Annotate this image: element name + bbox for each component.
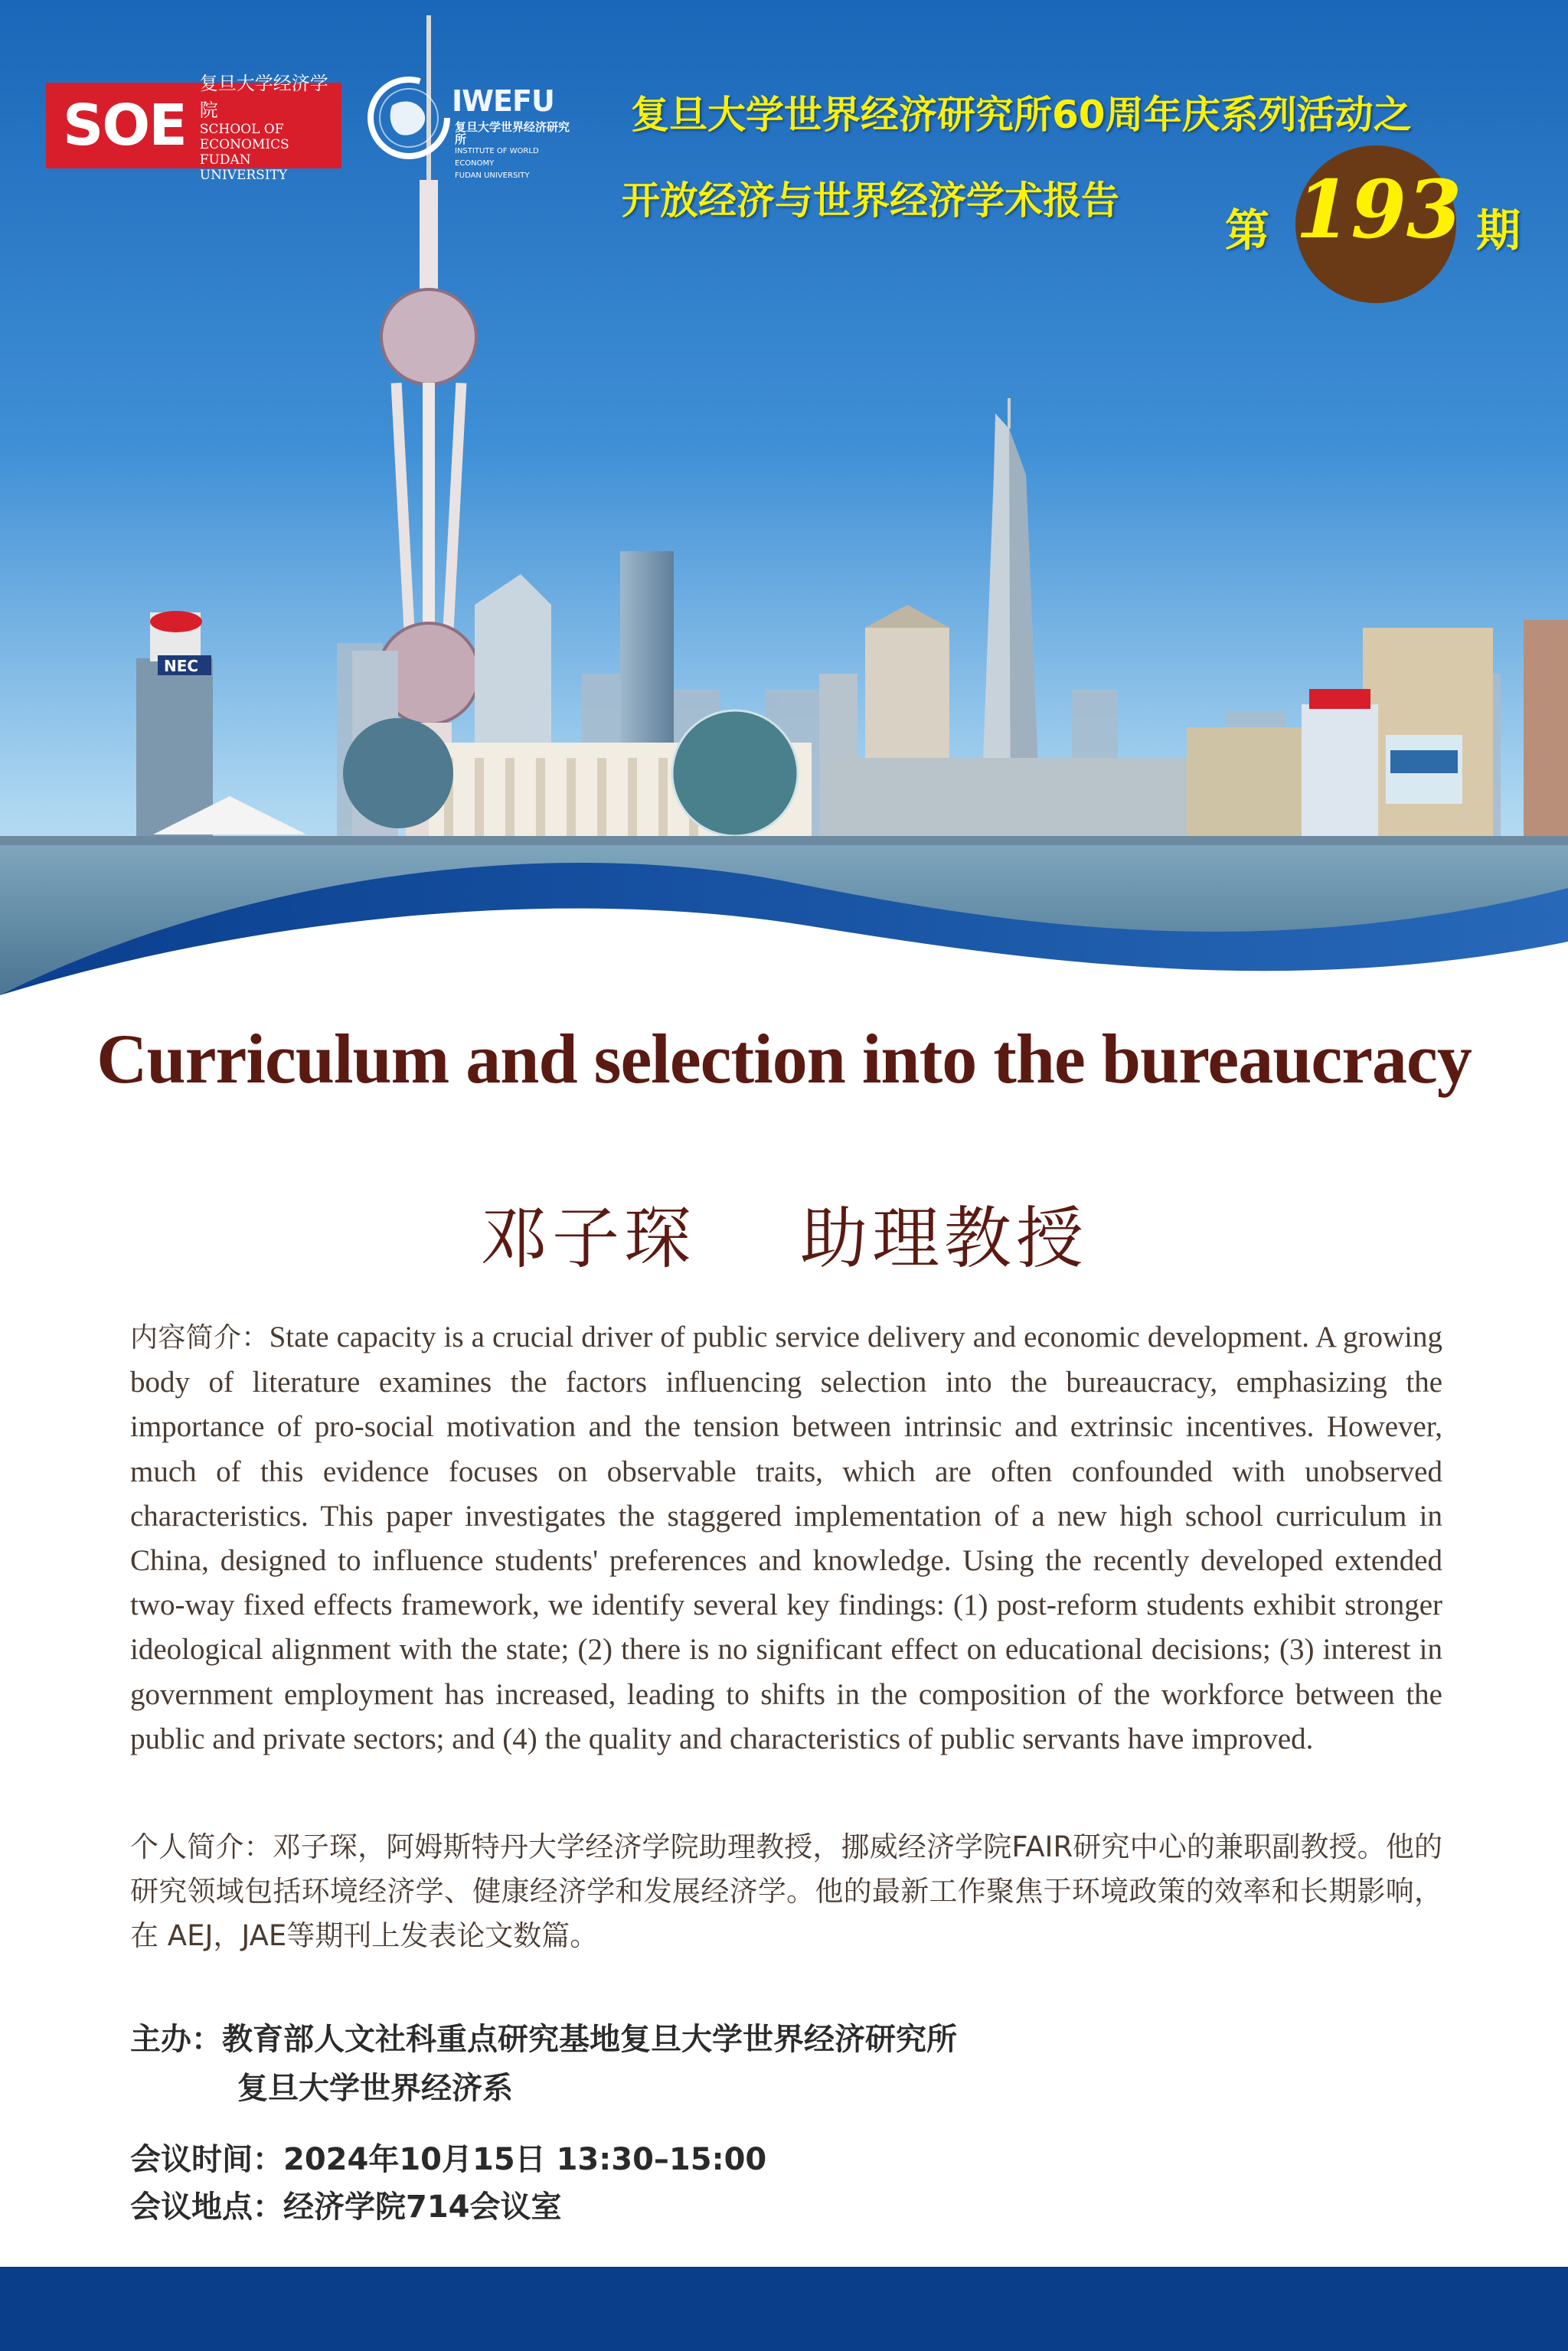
iwefu-logo [361, 67, 591, 180]
meeting-time-label: 会议时间： [130, 2142, 283, 2177]
abstract-text: State capacity is a crucial driver of public service delivery and economic development. A growing body of literature examines the factors influencing selection into the bureaucracy, emphasizing the importance of pro-social motivation and the tension between intrinsic and extrinsic incentives. However, much of this evidence focuses on observable traits, which are often confounded with unobserved characteristics. This paper investigates the staggered implementation of a new high school curriculum in China, designed to influence students' preferences and knowledge. Using the recently developed extended two-way fixed effects framework, we identify several key findings: (1) post-reform students exhibit stronger ideological alignment with the state; (2) there is no significant effect on educational decisions; (3) interest in government employment has increased, leading to shifts in the composition of the workforce between the public and private sectors; and (4) the quality and characteristics of public servants have improved. [130, 1321, 1442, 1755]
issue-suffix: 期 [1476, 204, 1521, 256]
meeting-place-value: 经济学院714会议室 [283, 2189, 562, 2225]
globe-icon [361, 67, 461, 167]
soe-logo-name-en-1: SCHOOL OF ECONOMICS [199, 122, 289, 152]
iwefu-logo-name-cn: 复旦大学世界经济研究所 [455, 120, 570, 146]
meeting-place [130, 2183, 766, 2231]
issue-number: 193 [1295, 162, 1462, 256]
header-banner [0, 0, 1568, 995]
meeting-info [130, 2136, 766, 2231]
abstract-section [130, 1315, 1442, 1762]
footer-bar [0, 2267, 1568, 2351]
series-title: 复旦大学世界经济研究所60周年庆系列活动之 [631, 93, 1412, 137]
meeting-time-value: 2024年10月15日 13:30–15:00 [283, 2142, 767, 2177]
svg-text:NEC: NEC [164, 657, 199, 675]
abstract-label: 内容简介： [130, 1322, 270, 1353]
soe-logo-text [200, 68, 341, 183]
bio-label: 个人简介： [130, 1830, 273, 1863]
issue-prefix: 第 [1225, 204, 1270, 256]
speaker-name-title: 邓子琛 助理教授 [480, 1199, 1088, 1278]
soe-logo-name-en-2: FUDAN UNIVERSITY [199, 152, 288, 183]
soe-logo-mark: SOE [63, 93, 186, 158]
talk-title: Curriculum and selection into the bureaucracy [96, 1020, 1472, 1098]
iwefu-logo-name-en-1: INSTITUTE OF WORLD ECONOMY [455, 147, 539, 168]
organizer-label: 主办： [130, 2022, 222, 2057]
soe-logo [46, 73, 341, 183]
series-subtitle: 开放经济与世界经济学术报告 [622, 178, 1119, 223]
meeting-time [130, 2136, 766, 2183]
organizer-line-2: 复旦大学世界经济系 [237, 2071, 513, 2106]
soe-logo-name-cn: 复旦大学经济学院 [199, 73, 328, 121]
bio-section [130, 1825, 1442, 1958]
iwefu-logo-mark: IWEFU [452, 84, 554, 118]
bio-text: 邓子琛，阿姆斯特丹大学经济学院助理教授，挪威经济学院FAIR研究中心的兼职副教授。他的研究领域包括环境经济学、健康经济学和发展经济学。他的最新工作聚焦于环境政策的效率和长期影响，在 AEJ，JAE等期刊上发表论文数篇。 [130, 1830, 1442, 1952]
organizer-line-1: 教育部人文社科重点研究基地复旦大学世界经济研究所 [222, 2022, 957, 2057]
iwefu-logo-text [455, 121, 577, 182]
iwefu-logo-name-en-2: FUDAN UNIVERSITY [455, 171, 530, 180]
organizer-section [130, 2015, 957, 2113]
meeting-place-label: 会议地点： [130, 2189, 283, 2225]
organizer-row-1 [130, 2015, 957, 2064]
